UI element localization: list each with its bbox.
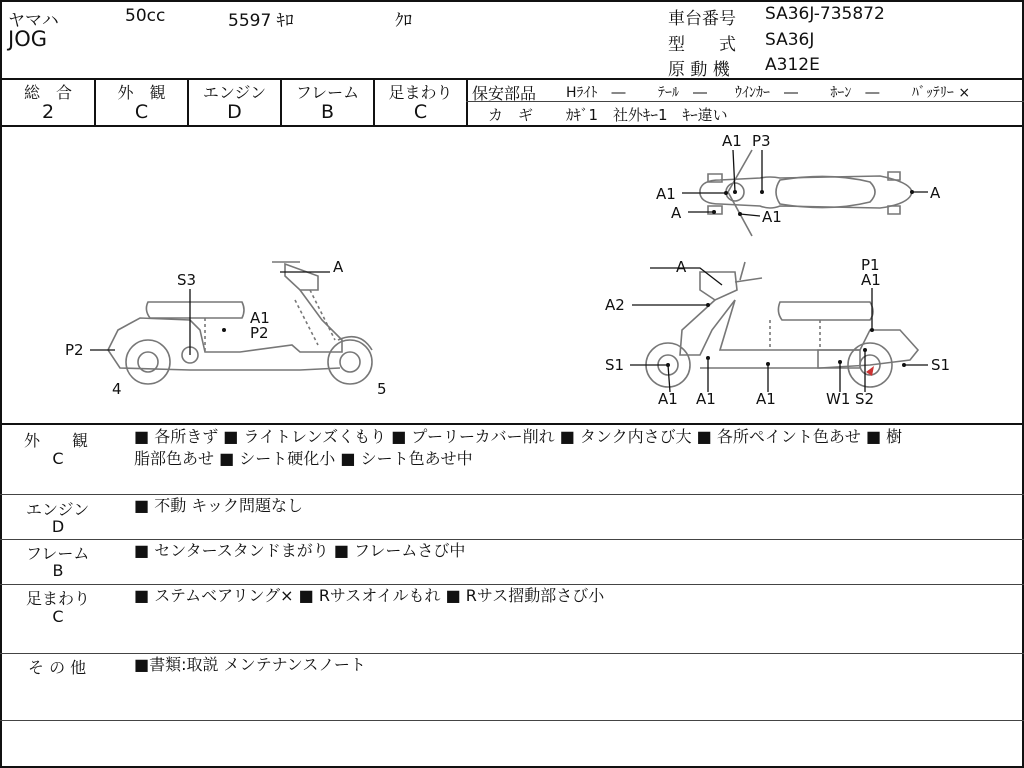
grade-total-label: 総 合 [23,83,72,102]
grade-total-value: 2 [41,101,55,123]
chassis-value: SA36J-735872 [765,4,885,24]
label-top-a-right: A [930,184,941,202]
color: ｸﾛ [395,11,412,31]
engine-value: A312E [765,55,820,75]
scooter-top-view [700,150,912,236]
label-top-a1-left: A1 [656,185,676,203]
grade-suspension-label: 足まわり [388,83,453,102]
section-exterior-line1: ■ 各所きず ■ ライトレンズくもり ■ プーリーカバー削れ ■ タンク内さび大 ■ 各所ペイント色あせ ■ 樹 [134,427,903,446]
label-left-a: A [333,258,344,276]
scooter-left-view [108,262,372,384]
damage-diagram [0,127,1024,423]
grade-exterior-label: 外 観 [117,83,166,102]
key-label: カ ギ [488,106,534,124]
section-frame-label: フレーム [26,544,90,563]
label-right-s1-left: S1 [605,356,625,374]
label-right-a1-b2: A1 [696,390,716,408]
grade-exterior-value: C [134,101,149,123]
label-right-a1-b3: A1 [756,390,776,408]
grade-engine-value: D [227,101,242,123]
grade-frame-value: B [320,101,335,123]
divider [0,423,1024,425]
displacement: 50cc [125,6,166,26]
section-engine-label: エンジン [26,500,90,519]
label-right-a: A [676,258,687,276]
label-right-s2: S2 [855,390,875,408]
label-top-a-left: A [671,204,682,222]
engine-label: 原 動 機 [668,60,730,80]
safety-items: Hﾗｲﾄ ― ﾃｰﾙ ― ｳｲﾝｶｰ ― ﾎｰﾝ ― ﾊﾞｯﾃﾘｰ × [566,85,971,101]
model-name: JOG [8,27,47,51]
section-frame-line1: ■ センタースタンドまがり ■ フレームさび中 [134,541,466,560]
divider [466,78,468,126]
section-engine-grade: D [51,517,65,536]
label-right-s1-right: S1 [931,356,951,374]
label-left-s3: S3 [177,271,197,289]
type-label: 型 式 [668,35,736,55]
label-top-a1-bottom: A1 [762,208,782,226]
maker: ヤマハ [8,11,59,31]
label-right-p1: P1 [861,256,880,274]
section-exterior-grade: C [52,449,64,468]
mileage: 5597 ｷﾛ [228,11,294,31]
label-left-p2a: P2 [250,324,269,342]
label-left-5: 5 [377,380,387,398]
grade-frame-label: フレーム [295,83,360,102]
label-left-p2b: P2 [65,341,84,359]
section-exterior-line2: 脂部色あせ ■ シート硬化小 ■ シート色あせ中 [134,449,473,468]
section-suspension-grade: C [52,607,64,626]
section-other-label: そ の 他 [28,658,87,677]
section-suspension-line1: ■ ステムベアリング× ■ Rサスオイルもれ ■ Rサス摺動部さび小 [134,586,605,605]
section-frame-grade: B [52,561,64,580]
label-top-a1: A1 [722,132,742,150]
label-right-a2: A2 [605,296,625,314]
grade-engine-label: エンジン [202,83,267,102]
label-right-w1: W1 [826,390,851,408]
section-other-line1: ■書類:取説 メンテナンスノート [134,655,366,674]
key-value: ｶｷﾞ1 社外ｷｰ1 ｷｰ違い [566,106,728,124]
section-suspension-label: 足まわり [26,589,91,608]
chassis-label: 車台番号 [668,9,736,29]
grade-suspension-value: C [413,101,428,123]
label-right-a1-top: A1 [861,271,881,289]
type-value: SA36J [765,30,815,50]
label-left-4: 4 [112,380,122,398]
label-right-a1-b1: A1 [658,390,678,408]
divider [0,720,1024,721]
label-left-a1: A1 [250,309,270,327]
label-top-p3: P3 [752,132,771,150]
safety-title: 保安部品 [472,84,537,103]
section-engine-line1: ■ 不動 キック問題なし [134,496,303,515]
section-exterior-label: 外 観 [24,431,89,450]
